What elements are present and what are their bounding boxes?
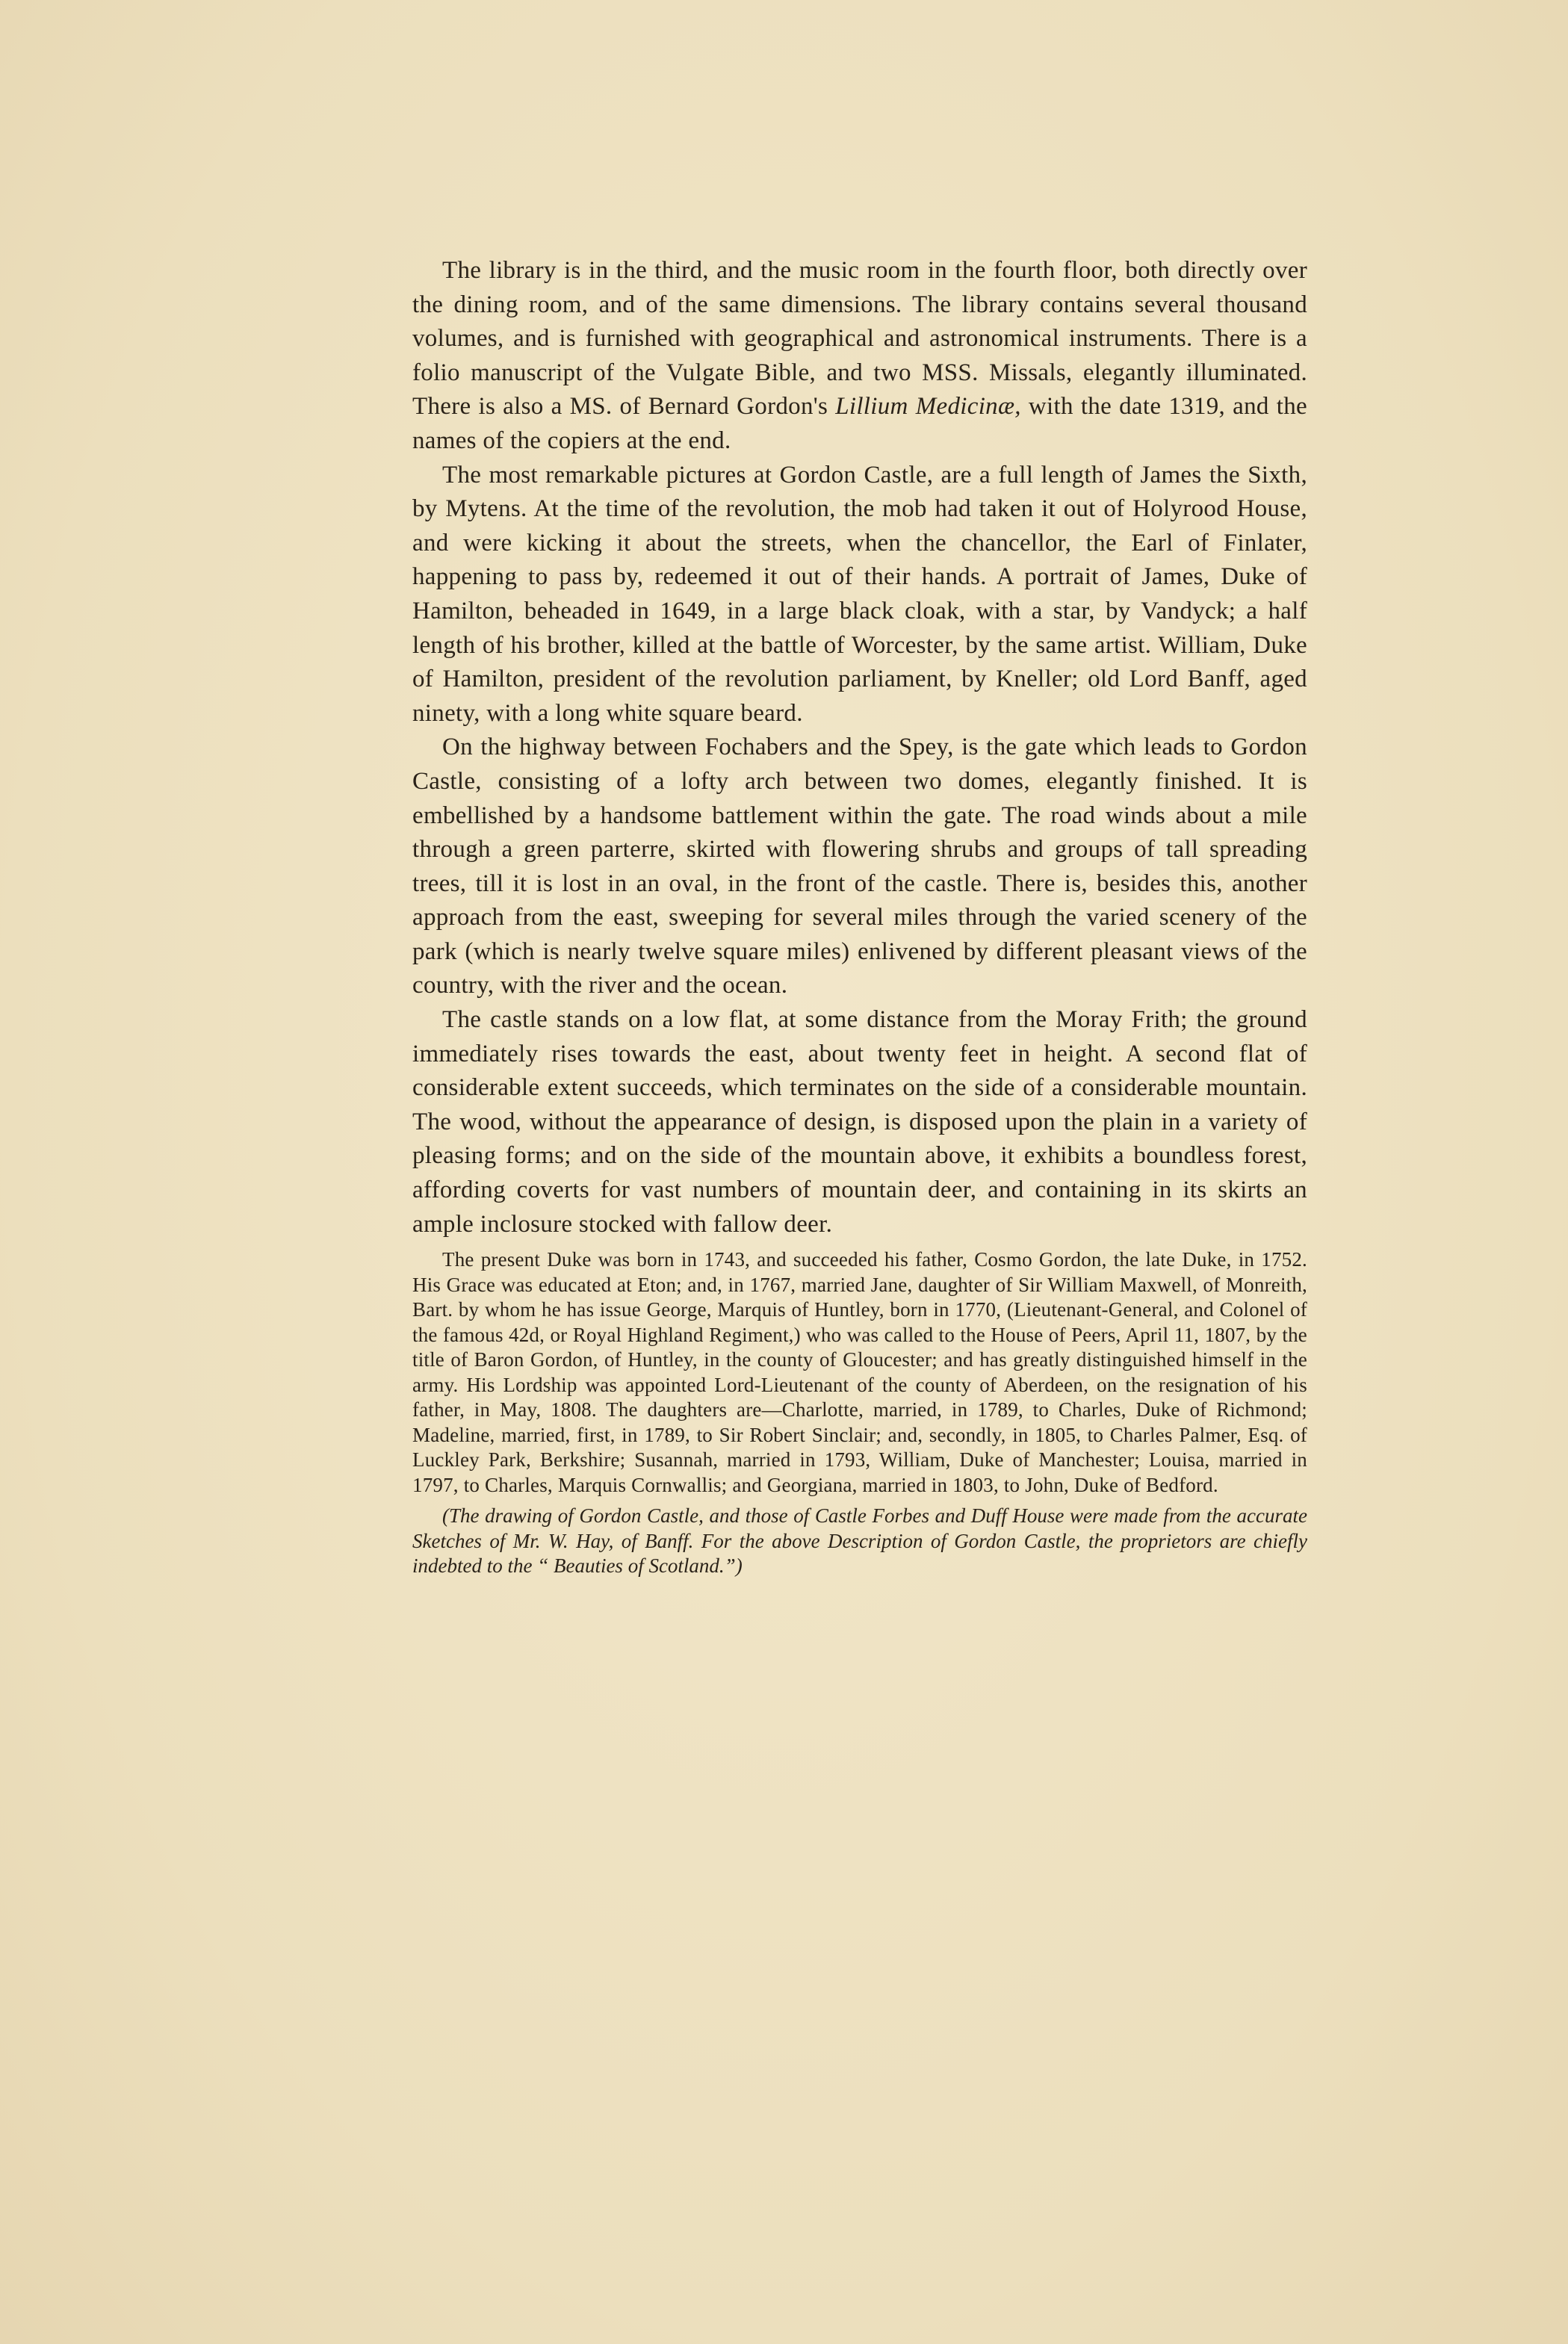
paragraph-gate: On the highway between Fochabers and the Spey, is the gate which leads to Gordon Castle, consisting of a lofty arch between two domes, elegantly finished. It is embellished by a handsome battlement within the gate. The road winds about a mile through a green parterre, skirted with flowering shrubs and groups of tall spreading trees, till it is lost in an oval, in the front of the castle. There is, besides this, another approach from the east, sweeping for several miles through the varied scenery of the park (which is nearly twelve square miles) enlivened by different pleasant views of the country, with the river and the ocean. [412,734,1307,999]
paragraph-pictures: The most remarkable pictures at Gordon Castle, are a full length of James the Sixth, by Mytens. At the time of the revolution, the mob had taken it out of Holyrood House, and were kicking it about the streets, when the chancellor, the Earl of Finlater, happening to pass by, redeemed it out of their hands. A portrait of James, Duke of Hamilton, beheaded in 1649, in a large black cloak, with a star, by Vandyck; a half length of his brother, killed at the battle of Worcester, by the same artist. William, Duke of Hamilton, president of the revolution parliament, by Kneller; old Lord Banff, aged ninety, with a long white square beard. [412,461,1307,727]
paragraph-library-italic: Lillium Medicinæ, [835,393,1021,421]
footnote-duke: The present Duke was born in 1743, and succeeded his father, Cosmo Gordon, the late Duke, in 1752. His Grace was educated at Eton; and, in 1767, married Jane, daughter of Sir William Maxwell, of Monreith, Bart. by whom he has issue George, Marquis of Huntley, born in 1770, (Lieutenant-General, and Colonel of the famous 42d, or Royal Highland Regiment,) who was called to the House of Peers, April 11, 1807, by the title of Baron Gordon, of Huntley, in the county of Gloucester; and has greatly distinguished himself in the army. His Lordship was appointed Lord-Lieutenant of the county of Aberdeen, on the resignation of his father, in May, 1808. The daughters are—Charlotte, married, in 1789, to Charles, Duke of Richmond; Madeline, married, first, in 1789, to Sir Robert Sinclair; and, secondly, in 1805, to Charles Palmer, Esq. of Luckley Park, Berkshire; Susannah, married in 1793, William, Duke of Manchester; Louisa, married in 1797, to Charles, Marquis Cornwallis; and Georgiana, married in 1803, to John, Duke of Bedford. [412,1248,1307,1496]
paragraph-library-text: The library is in the third, and the music room in the fourth floor, both directly over the dining room, and of the same dimensions. The library contains several thousand volumes, and is furnished with geographical and astronomical instruments. There is a folio manuscript of the Vulgate Bible, and two MSS. Missals, elegantly illuminated. There is also a MS. of Bernard Gordon's [412,257,1307,421]
credit-note: (The drawing of Gordon Castle, and those of Castle Forbes and Duff House were made from the accurate Sketches of Mr. W. Hay, of Banff. For the above Description of Gordon Castle, the proprietors are chiefly indebted to the “ Beauties of Scotland.”) [412,1504,1307,1578]
paragraph-library-end: with the date 1319, and the names of the copiers at the end. [412,393,1307,454]
text-block [412,254,1307,1579]
paragraph-castle-site: The castle stands on a low flat, at some distance from the Moray Frith; the ground immediately rises towards the east, about twenty feet in height. A second flat of considerable extent succeeds, which terminates on the side of a considerable mountain. The wood, without the appearance of design, is disposed upon the plain in a variety of pleasing forms; and on the side of the mountain above, it exhibits a boundless forest, affording coverts for vast numbers of mountain deer, and containing in its skirts an ample inclosure stocked with fallow deer. [412,1006,1307,1238]
paragraph-library [412,254,1307,459]
